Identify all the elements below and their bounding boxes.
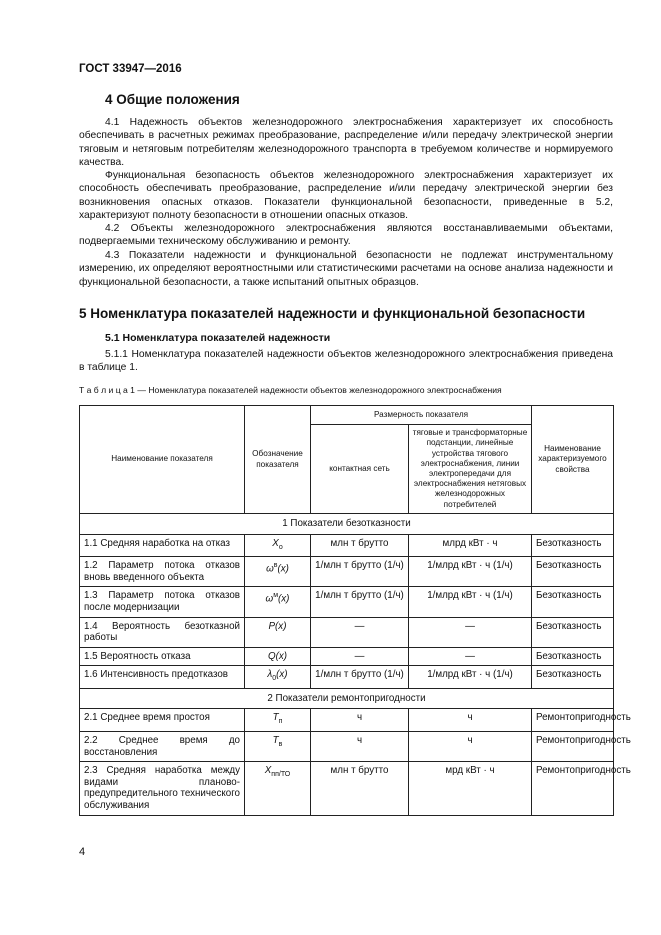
header-name: Наименование показателя xyxy=(80,406,245,514)
page-number: 4 xyxy=(79,846,86,858)
indicator-name: 1.4 Вероятность безотказной работы xyxy=(80,617,245,647)
indicator-name: 1.3 Параметр потока отказов после модернизации xyxy=(80,587,245,617)
substation-unit: ч xyxy=(409,709,532,732)
table-row xyxy=(80,557,614,587)
indicator-symbol xyxy=(245,557,311,587)
indicator-symbol xyxy=(245,762,311,815)
contact-network-unit: — xyxy=(311,617,409,647)
table-row xyxy=(80,534,614,557)
paragraph-5-1-1: 5.1.1 Номенклатура показателей надежности объектов железнодорожного электроснабжения приведена в таблице 1. xyxy=(79,349,613,374)
contact-network-unit: млн т брутто xyxy=(311,762,409,815)
symbol-letter: Q xyxy=(267,650,276,662)
reliability-table xyxy=(79,405,631,816)
symbol-subscript: 0 xyxy=(272,675,277,683)
symbol-letter: T xyxy=(272,734,279,746)
symbol-superscript: м xyxy=(273,592,278,600)
characterized-property: Безотказность xyxy=(532,617,614,647)
characterized-property: Ремонтопригодность xyxy=(532,709,614,732)
contact-network-unit: ч xyxy=(311,709,409,732)
indicator-symbol xyxy=(245,731,311,761)
indicator-name: 1.5 Вероятность отказа xyxy=(80,647,245,666)
paragraph-4-2: 4.2 Объекты железнодорожного электроснабжения являются восстанавливаемыми объектами, подвергаемыми техническому обслуживанию и ремонту. xyxy=(79,223,613,248)
contact-network-unit: — xyxy=(311,647,409,666)
indicator-name: 2.1 Среднее время простоя xyxy=(80,709,245,732)
header-contact-network: контактная сеть xyxy=(311,425,409,514)
substation-unit: — xyxy=(409,647,532,666)
symbol-argument: (x) xyxy=(276,669,288,681)
symbol-argument: (x) xyxy=(278,593,290,605)
table-row xyxy=(80,709,614,732)
indicator-name: 1.6 Интенсивность предотказов xyxy=(80,666,245,689)
symbol-superscript: в xyxy=(273,562,278,570)
symbol-subscript: о xyxy=(278,543,283,551)
symbol-argument: (x) xyxy=(277,563,289,575)
table-row xyxy=(80,731,614,761)
symbol-letter: X xyxy=(264,765,272,777)
paragraph-4-1: 4.1 Надежность объектов железнодорожного электроснабжения характеризует их способность обеспечивать в расчетных режимах преобразование, распределение и/или передачу электрической энергии тяговым и нетяговым потребителям железнодорожного транспорта в требуемом количестве и нормируемого качества. xyxy=(79,117,613,168)
characterized-property: Безотказность xyxy=(532,534,614,557)
substation-unit: — xyxy=(409,617,532,647)
indicator-name: 2.2 Среднее время до восстановления xyxy=(80,731,245,761)
contact-network-unit: 1/млн т брутто (1/ч) xyxy=(311,587,409,617)
contact-network-unit: 1/млн т брутто (1/ч) xyxy=(311,557,409,587)
indicator-name: 1.2 Параметр потока отказов вновь введенного объекта xyxy=(80,557,245,587)
indicator-name: 2.3 Средняя наработка между видами планово-предупредительного технического обслуживания xyxy=(80,762,245,815)
symbol-letter: ω xyxy=(266,563,274,575)
substation-unit: мрд кВт · ч xyxy=(409,762,532,815)
table-row xyxy=(80,688,614,709)
table-row xyxy=(80,647,614,666)
substation-unit: 1/млрд кВт · ч (1/ч) xyxy=(409,557,532,587)
substation-unit: 1/млрд кВт · ч (1/ч) xyxy=(409,587,532,617)
substation-unit: 1/млрд кВт · ч (1/ч) xyxy=(409,666,532,689)
header-dimension: Размерность показателя xyxy=(311,406,532,425)
indicator-symbol xyxy=(245,617,311,647)
indicator-symbol xyxy=(245,647,311,666)
section-row-maintainability: 2 Показатели ремонтопригодности xyxy=(80,688,614,709)
table-row xyxy=(80,762,614,815)
header-substations: тяговые и трансформаторные подстанции, линейные устройства тягового электроснабжения, линии электропередачи для электроснабжения нетяговых железнодорожных потребителей xyxy=(409,425,532,514)
table-row xyxy=(80,617,614,647)
section-4-title: 4 Общие положения xyxy=(105,92,240,107)
symbol-subscript: пп/ТО xyxy=(271,771,291,779)
indicator-symbol xyxy=(245,709,311,732)
symbol-argument: (x) xyxy=(275,650,288,662)
symbol-argument: (x) xyxy=(275,620,287,632)
symbol-letter: λ xyxy=(267,669,273,681)
indicator-symbol xyxy=(245,666,311,689)
indicator-symbol xyxy=(245,587,311,617)
substation-unit: ч xyxy=(409,731,532,761)
characterized-property: Безотказность xyxy=(532,666,614,689)
section-5-title: 5 Номенклатура показателей надежности и функциональной безопасности xyxy=(79,306,586,321)
header-symbol: Обозначение показателя xyxy=(245,406,311,514)
table-row xyxy=(80,666,614,689)
symbol-letter: T xyxy=(272,712,279,724)
symbol-subscript: в xyxy=(278,740,283,748)
header-property: Наименование характеризуемого свойства xyxy=(532,406,614,514)
contact-network-unit: ч xyxy=(311,731,409,761)
symbol-letter: X xyxy=(272,537,279,549)
paragraph-functional-safety: Функциональная безопасность объектов железнодорожного электроснабжения характеризует их способность обеспечивать преобразование, распределение и/или передачу электрической энергии без возникновения опасных отказов. Показатели функциональной безопасности, приведенные в 5.2, характеризуют полноту безопасности в отношении опасных отказов. xyxy=(79,170,613,221)
indicator-symbol xyxy=(245,534,311,557)
characterized-property: Ремонтопригодность xyxy=(532,731,614,761)
symbol-letter: ω xyxy=(265,593,274,605)
document-header: ГОСТ 33947—2016 xyxy=(79,63,182,75)
characterized-property: Безотказность xyxy=(532,587,614,617)
symbol-subscript: п xyxy=(278,718,283,726)
contact-network-unit: 1/млн т брутто (1/ч) xyxy=(311,666,409,689)
characterized-property: Безотказность xyxy=(532,647,614,666)
contact-network-unit: млн т брутто xyxy=(311,534,409,557)
symbol-letter: P xyxy=(268,620,276,632)
table-caption: Т а б л и ц а 1 — Номенклатура показателей надежности объектов железнодорожного электроснабжения xyxy=(79,385,502,395)
substation-unit: млрд кВт · ч xyxy=(409,534,532,557)
section-5-1-title: 5.1 Номенклатура показателей надежности xyxy=(105,332,331,344)
characterized-property: Безотказность xyxy=(532,557,614,587)
characterized-property: Ремонтопригодность xyxy=(532,762,614,815)
paragraph-4-3: 4.3 Показатели надежности и функциональной безопасности не подлежат инструментальному измерению, их определяют вероятностными или статистическими расчетами на основе анализа надежности и функциональной безопасности, а также испытаний опытных образцов. xyxy=(79,250,613,288)
indicator-name: 1.1 Средняя наработка на отказ xyxy=(80,534,245,557)
table-row xyxy=(80,587,614,617)
section-row-failure-free: 1 Показатели безотказности xyxy=(80,514,614,535)
